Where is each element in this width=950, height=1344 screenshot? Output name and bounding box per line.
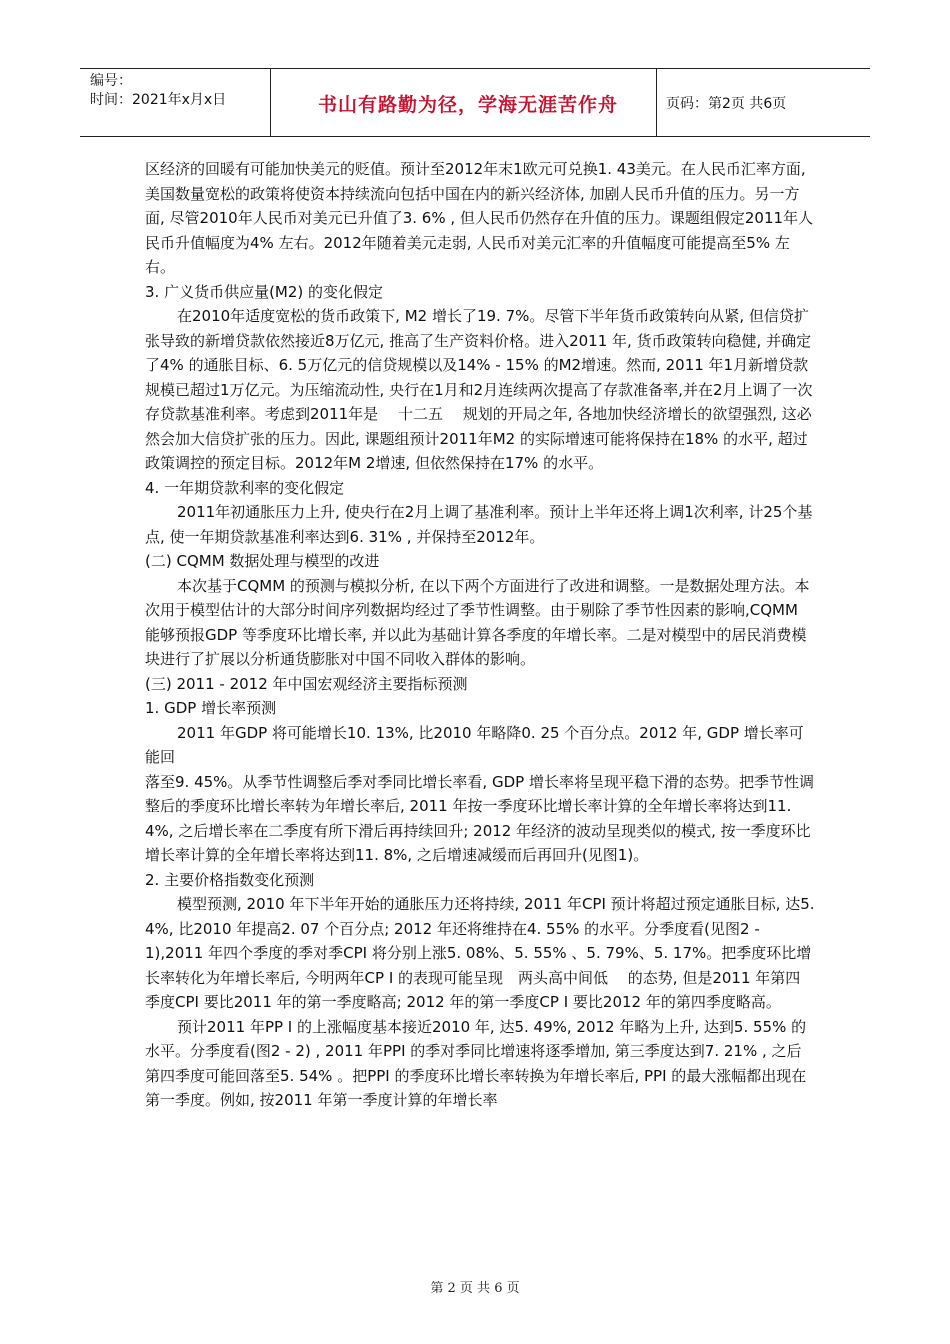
heading-price-index: 2. 主要价格指数变化预测 [145, 870, 315, 889]
header-motto: 书山有路勤为径，学海无涯苦作舟 [317, 94, 618, 116]
page-footer: 第 2 页 共 6 页 [430, 1281, 520, 1296]
header-divider-left [270, 68, 271, 136]
paragraph-loan-rate: 2011年初通胀压力上升, 使央行在2月上调了基准利率。预计上半年还将上调1次利率, 计25个基点, 使一年期贷款基准利率达到6. 31% , 并保持至2012年。 [145, 503, 813, 546]
heading-gdp-forecast: 1. GDP 增长率预测 [145, 699, 277, 717]
paragraph-ppi: 预计2011 年PP I 的上涨幅度基本接近2010 年, 达5. 49%, 2012 年略为上升, 达到5. 55% 的水平。分季度看(图2 - 2) , 2011 年PPI 的季对季同比增速将逐季增加, 第三季度达到7. 21% , 之后第四季度可能回落至5. 54% 。把PPI 的季度环比增长率转换为年增长率后, PPI 的最大涨幅都出现在第一季度。例如, 按2011 年第一季度计算的年增长率 [145, 1017, 807, 1109]
paragraph-gdp-part2: 落至9. 45%。从季节性调整后季对季同比增长率看, GDP 增长率将呈现平稳下滑的态势。把季节性调整后的季度环比增长率转为年增长率后, 2011 年按一季度环比增长率计算的全年增长率将达到11. 4%, 之后增长率在二季度有所下滑后再持续回升; 2012 年经济的波动呈现类似的模式, 按一季度环比增长率计算的全年增长率将达到11. 8%, 之后增速减缓而后再回升(见图1)。 [145, 772, 814, 864]
header-meta [90, 72, 226, 110]
heading-m2-assumption: 3. 广义货币供应量(M2) 的变化假定 [145, 282, 384, 301]
paragraph-cpi: 模型预测, 2010 年下半年开始的通胀压力还将持续, 2011 年CPI 预计将超过预定通胀目标, 达5. 4%, 比2010 年提高2. 07 个百分点; 2012 年还将维持在4. 55% 的水平。分季度看(见图2 - 1),2011 年四个季度的季对季CPI 将分别上涨5. 08%、5. 55% 、5. 79%、5. 17%。把季度环比增长率转化为年增长率后, 今明两年CP I 的表现可能呈现 两头高中间低 的态势, 但是2011 年第四季度CPI 要比2011 年的第一季度略高; 2012 年的第一季度CP I 要比2012 年的第四季度略高。 [145, 895, 815, 1011]
paragraph-cqmm: 本次基于CQMM 的预测与模拟分析, 在以下两个方面进行了改进和调整。一是数据处理方法。本次用于模型估计的大部分时间序列数据均经过了季节性调整。由于剔除了季节性因素的影响,CQMM 能够预报GDP 等季度环比增长率, 并以此为基础计算各季度的年增长率。二是对模型中的居民消费模块进行了扩展以分析通货膨胀对中国不同收入群体的影响。 [145, 576, 810, 668]
document-date-label: 时间：2021年x月x日 [90, 92, 227, 108]
paragraph-exchange-rate: 区经济的回暖有可能加快美元的贬值。预计至2012年末1欧元可兑换1. 43美元。在人民币汇率方面, 美国数量宽松的政策将使资本持续流向包括中国在内的新兴经济体, 加剧人民币升值的压力。另一方面, 尽管2010年人民币对美元已升值了3. 6% , 但人民币仍然存在升值的压力。课题组假定2011年人民币升值幅度为4% 左右。2012年随着美元走弱, 人民币对美元汇率的升值幅度可能提高至5% 左右。 [145, 160, 814, 276]
document-code-label: 编号： [90, 73, 132, 89]
paragraph-m2: 在2010年适度宽松的货币政策下, M2 增长了19. 7%。尽管下半年货币政策转向从紧, 但信贷扩张导致的新增贷款依然接近8万亿元, 推高了生产资料价格。进入2011 年, 货币政策转向稳健, 并确定了4% 的通胀目标、6. 5万亿元的信贷规模以及14% - 15% 的M2增速。然而, 2011 年1月新增贷款规模已超过1万亿元。为压缩流动性, 央行在1月和2月连续两次提高了存款准备率,并在2月上调了一次存贷款基准利率。考虑到2011年是 十二五 规划的开局之年, 各地加快经济增长的欲望强烈, 这必然会加大信贷扩张的压力。因此, 课题组预计2011年M2 的实际增速可能将保持在18% 的水平, 超过政策调控的预定目标。2012年M 2增速, 但依然保持在17% 的水平。 [145, 307, 813, 472]
heading-cqmm-improvement: (二) CQMM 数据处理与模型的改进 [145, 552, 380, 570]
header-top-rule [80, 68, 870, 69]
header-bottom-rule [80, 136, 870, 137]
document-body [145, 157, 815, 1113]
heading-loan-rate: 4. 一年期贷款利率的变化假定 [145, 478, 345, 497]
header-page-label: 页码：第2页 共6页 [666, 96, 787, 112]
header-divider-right [656, 68, 657, 136]
heading-forecast-indicators: (三) 2011 - 2012 年中国宏观经济主要指标预测 [145, 674, 468, 693]
paragraph-gdp-part1: 2011 年GDP 将可能增长10. 13%, 比2010 年略降0. 25 个百分点。2012 年, GDP 增长率可能回 [145, 723, 804, 766]
